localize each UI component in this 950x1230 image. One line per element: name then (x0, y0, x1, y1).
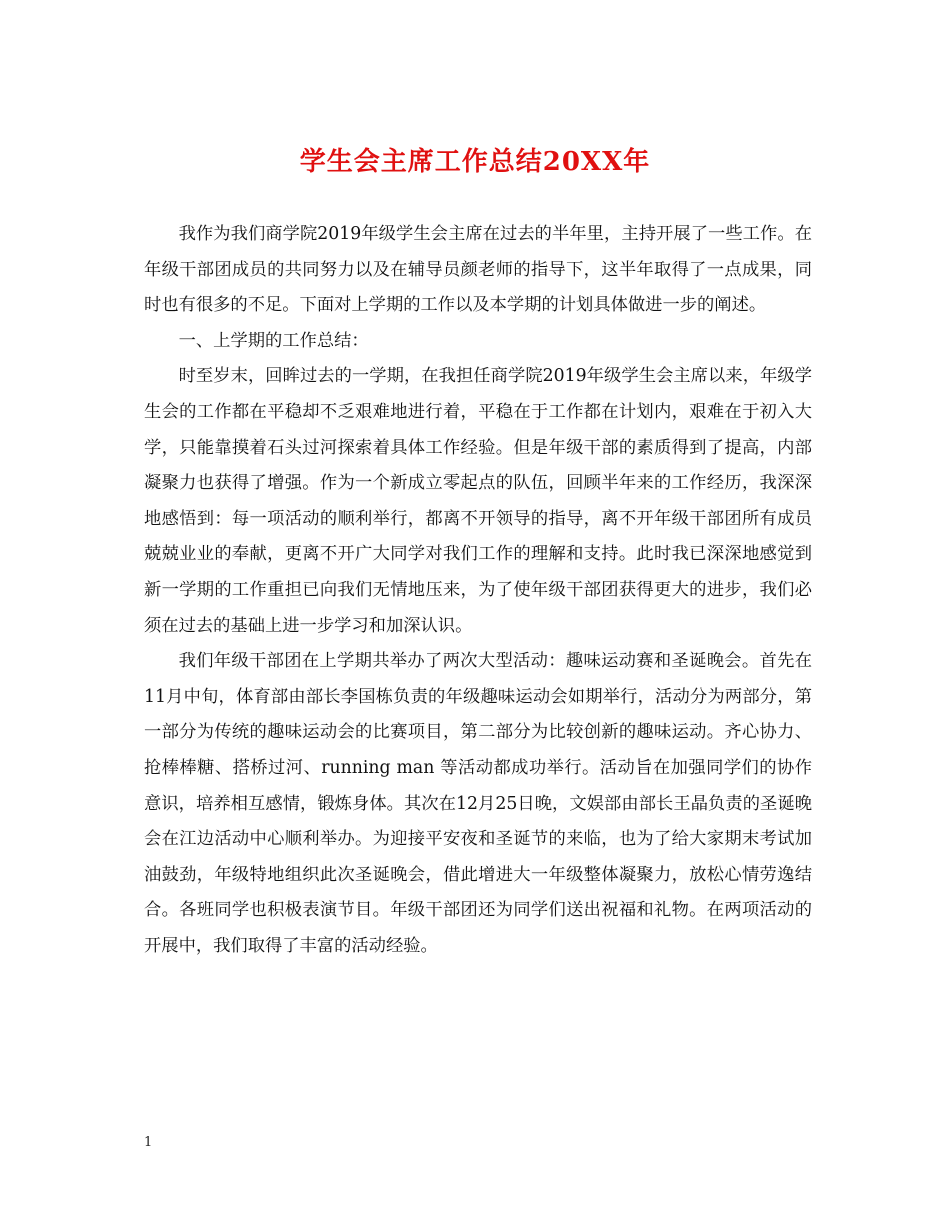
document-title: 学生会主席工作总结20XX年 (299, 147, 651, 177)
paragraph-intro: 我作为我们商学院2019年级学生会主席在过去的半年里，主持开展了一些工作。在年级干部团成员的共同努力以及在辅导员颜老师的指导下，这半年取得了一点成果，同时也有很多的不足。下面对上学期的工作以及本学期的计划具体做进一步的阐述。 (144, 224, 812, 316)
document-body (144, 217, 812, 964)
paragraph-activities: 我们年级干部团在上学期共举办了两次大型活动：趣味运动赛和圣诞晚会。首先在11月中旬，体育部由部长李国栋负责的年级趣味运动会如期举行，活动分为两部分，第一部分为传统的趣味运动会的比赛项目，第二部分为比较创新的趣味运动。齐心协力、抢棒棒糖、搭桥过河、running man 等活动都成功举行。活动旨在加强同学们的协作意识，培养相互感情，锻炼身体。其次在12月25日晚，文娱部由部长王晶负责的圣诞晚会在江边活动中心顺利举办。为迎接平安夜和圣诞节的来临，也为了给大家期末考试加油鼓劲，年级特地组织此次圣诞晚会，借此增进大一年级整体凝聚力，放松心情劳逸结合。各班同学也积极表演节目。年级干部团还为同学们送出祝福和礼物。在两项活动的开展中，我们取得了丰富的活动经验。 (144, 651, 812, 956)
section-heading-1: 一、上学期的工作总结： (178, 330, 369, 351)
paragraph-summary: 时至岁末，回眸过去的一学期，在我担任商学院2019年级学生会主席以来，年级学生会的工作都在平稳却不乏艰难地进行着，平稳在于工作都在计划内，艰难在于初入大学，只能靠摸着石头过河探索着具体工作经验。但是年级干部的素质得到了提高，内部凝聚力也获得了增强。作为一个新成立零起点的队伍，回顾半年来的工作经历，我深深地感悟到：每一项活动的顺利举行，都离不开领导的指导，离不开年级干部团所有成员兢兢业业的奉献，更离不开广大同学对我们工作的理解和支持。此时我已深深地感觉到新一学期的工作重担已向我们无情地压来，为了使年级干部团获得更大的进步，我们必须在过去的基础上进一步学习和加深认识。 (144, 366, 812, 636)
page-number: 1 (144, 1135, 153, 1150)
